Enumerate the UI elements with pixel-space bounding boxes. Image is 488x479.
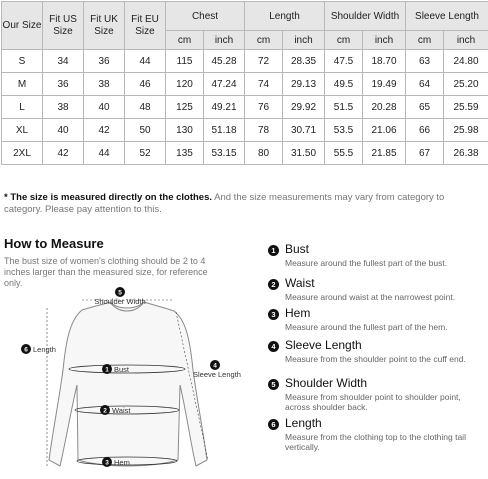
how-to-measure-description: The bust size of women's clothing should be 2 to 4 inches larger than the measured size, for reference only. [4, 256, 224, 289]
size-cell: XL [2, 119, 43, 142]
table-cell: 44 [125, 50, 166, 73]
step-number-icon: 3 [268, 309, 279, 320]
table-cell: 20.28 [363, 96, 406, 119]
size-chart-table [1, 1, 488, 165]
sweater-outline [49, 302, 207, 466]
table-row [2, 142, 488, 165]
header-unit-inch: inch [444, 31, 488, 50]
table-cell: 50 [125, 119, 166, 142]
table-cell: 48 [125, 96, 166, 119]
shoulder-marker-num: 5 [118, 290, 122, 297]
step-description: Measure from shoulder point to shoulder point, across shoulder back. [285, 392, 481, 412]
table-cell: 72 [245, 50, 283, 73]
size-note-bold: * The size is measured directly on the clothes. [4, 192, 212, 203]
header-unit-cm: cm [325, 31, 363, 50]
step-number-icon: 5 [268, 379, 279, 390]
step-description: Measure around waist at the narrowest point. [285, 292, 481, 302]
table-cell: 47.24 [204, 73, 245, 96]
table-cell: 34 [43, 50, 84, 73]
table-row [2, 119, 488, 142]
table-cell: 21.06 [363, 119, 406, 142]
bust-marker-num: 1 [105, 367, 109, 374]
size-note [4, 192, 484, 216]
table-cell: 38 [84, 73, 125, 96]
step-description: Measure around the fullest part of the hem. [285, 322, 481, 332]
header-chest: Chest [166, 2, 245, 31]
header-fit-us: Fit US Size [43, 2, 84, 50]
table-cell: 66 [406, 119, 444, 142]
table-row [2, 73, 488, 96]
header-our-size: Our Size [2, 2, 43, 50]
step-number-icon: 2 [268, 279, 279, 290]
shoulder-label: Shoulder Width [94, 297, 145, 306]
table-cell: 47.5 [325, 50, 363, 73]
table-cell: 24.80 [444, 50, 488, 73]
table-cell: 30.71 [283, 119, 325, 142]
table-cell: 29.13 [283, 73, 325, 96]
header-fit-uk: Fit UK Size [84, 2, 125, 50]
table-cell: 51.5 [325, 96, 363, 119]
header-unit-inch: inch [363, 31, 406, 50]
table-row [2, 96, 488, 119]
size-cell: L [2, 96, 43, 119]
step-title: Shoulder Width [285, 376, 367, 390]
header-fit-eu: Fit EU Size [125, 2, 166, 50]
header-unit-inch: inch [283, 31, 325, 50]
table-cell: 40 [84, 96, 125, 119]
table-cell: 76 [245, 96, 283, 119]
header-unit-cm: cm [406, 31, 444, 50]
table-cell: 135 [166, 142, 204, 165]
sleeve-label: Sleeve Length [193, 370, 241, 379]
header-length: Length [245, 2, 325, 31]
sweater-illustration [0, 280, 260, 474]
table-cell: 55.5 [325, 142, 363, 165]
table-cell: 49.5 [325, 73, 363, 96]
sleeve-marker-num: 4 [213, 363, 217, 370]
table-cell: 28.35 [283, 50, 325, 73]
step-description: Measure around the fullest part of the bust. [285, 258, 481, 268]
table-cell: 40 [43, 119, 84, 142]
waist-marker-num: 2 [103, 408, 107, 415]
length-label: Length [33, 345, 56, 354]
table-cell: 125 [166, 96, 204, 119]
table-cell: 21.85 [363, 142, 406, 165]
step-description: Measure from the shoulder point to the cuff end. [285, 354, 481, 364]
table-cell: 44 [84, 142, 125, 165]
table-cell: 120 [166, 73, 204, 96]
table-cell: 53.15 [204, 142, 245, 165]
table-cell: 74 [245, 73, 283, 96]
table-cell: 25.20 [444, 73, 488, 96]
table-cell: 45.28 [204, 50, 245, 73]
size-cell: M [2, 73, 43, 96]
table-cell: 42 [43, 142, 84, 165]
step-number-icon: 4 [268, 341, 279, 352]
table-cell: 65 [406, 96, 444, 119]
table-cell: 26.38 [444, 142, 488, 165]
table-cell: 29.92 [283, 96, 325, 119]
table-row [2, 50, 488, 73]
header-shoulder: Shoulder Width [325, 2, 406, 31]
step-title: Waist [285, 276, 315, 290]
table-cell: 115 [166, 50, 204, 73]
step-title: Hem [285, 306, 310, 320]
table-cell: 36 [43, 73, 84, 96]
table-cell: 36 [84, 50, 125, 73]
size-note-rest: And the size measurements may vary from category to category. Please pay attention to this. [4, 192, 444, 215]
step-title: Bust [285, 242, 309, 256]
table-cell: 38 [43, 96, 84, 119]
table-cell: 25.98 [444, 119, 488, 142]
table-cell: 49.21 [204, 96, 245, 119]
how-to-measure-title: How to Measure [4, 236, 104, 251]
table-cell: 52 [125, 142, 166, 165]
waist-label: Waist [112, 406, 131, 415]
table-cell: 78 [245, 119, 283, 142]
bust-label: Bust [114, 365, 130, 374]
step-number-icon: 6 [268, 419, 279, 430]
size-cell: S [2, 50, 43, 73]
header-unit-cm: cm [166, 31, 204, 50]
length-marker-num: 6 [24, 347, 28, 354]
table-cell: 25.59 [444, 96, 488, 119]
table-cell: 51.18 [204, 119, 245, 142]
table-cell: 18.70 [363, 50, 406, 73]
table-cell: 63 [406, 50, 444, 73]
hem-marker-num: 3 [105, 460, 109, 467]
step-description: Measure from the clothing top to the clothing tail vertically. [285, 432, 481, 452]
step-title: Sleeve Length [285, 338, 362, 352]
sweater-measure-figure [0, 280, 260, 474]
table-cell: 42 [84, 119, 125, 142]
table-cell: 46 [125, 73, 166, 96]
table-cell: 67 [406, 142, 444, 165]
step-number-icon: 1 [268, 245, 279, 256]
table-cell: 31.50 [283, 142, 325, 165]
header-unit-inch: inch [204, 31, 245, 50]
header-unit-cm: cm [245, 31, 283, 50]
table-cell: 19.49 [363, 73, 406, 96]
table-cell: 80 [245, 142, 283, 165]
hem-label: Hem [114, 458, 130, 467]
table-cell: 53.5 [325, 119, 363, 142]
header-sleeve: Sleeve Length [406, 2, 488, 31]
step-title: Length [285, 416, 322, 430]
table-cell: 64 [406, 73, 444, 96]
size-table-body [2, 50, 488, 165]
table-cell: 130 [166, 119, 204, 142]
size-cell: 2XL [2, 142, 43, 165]
